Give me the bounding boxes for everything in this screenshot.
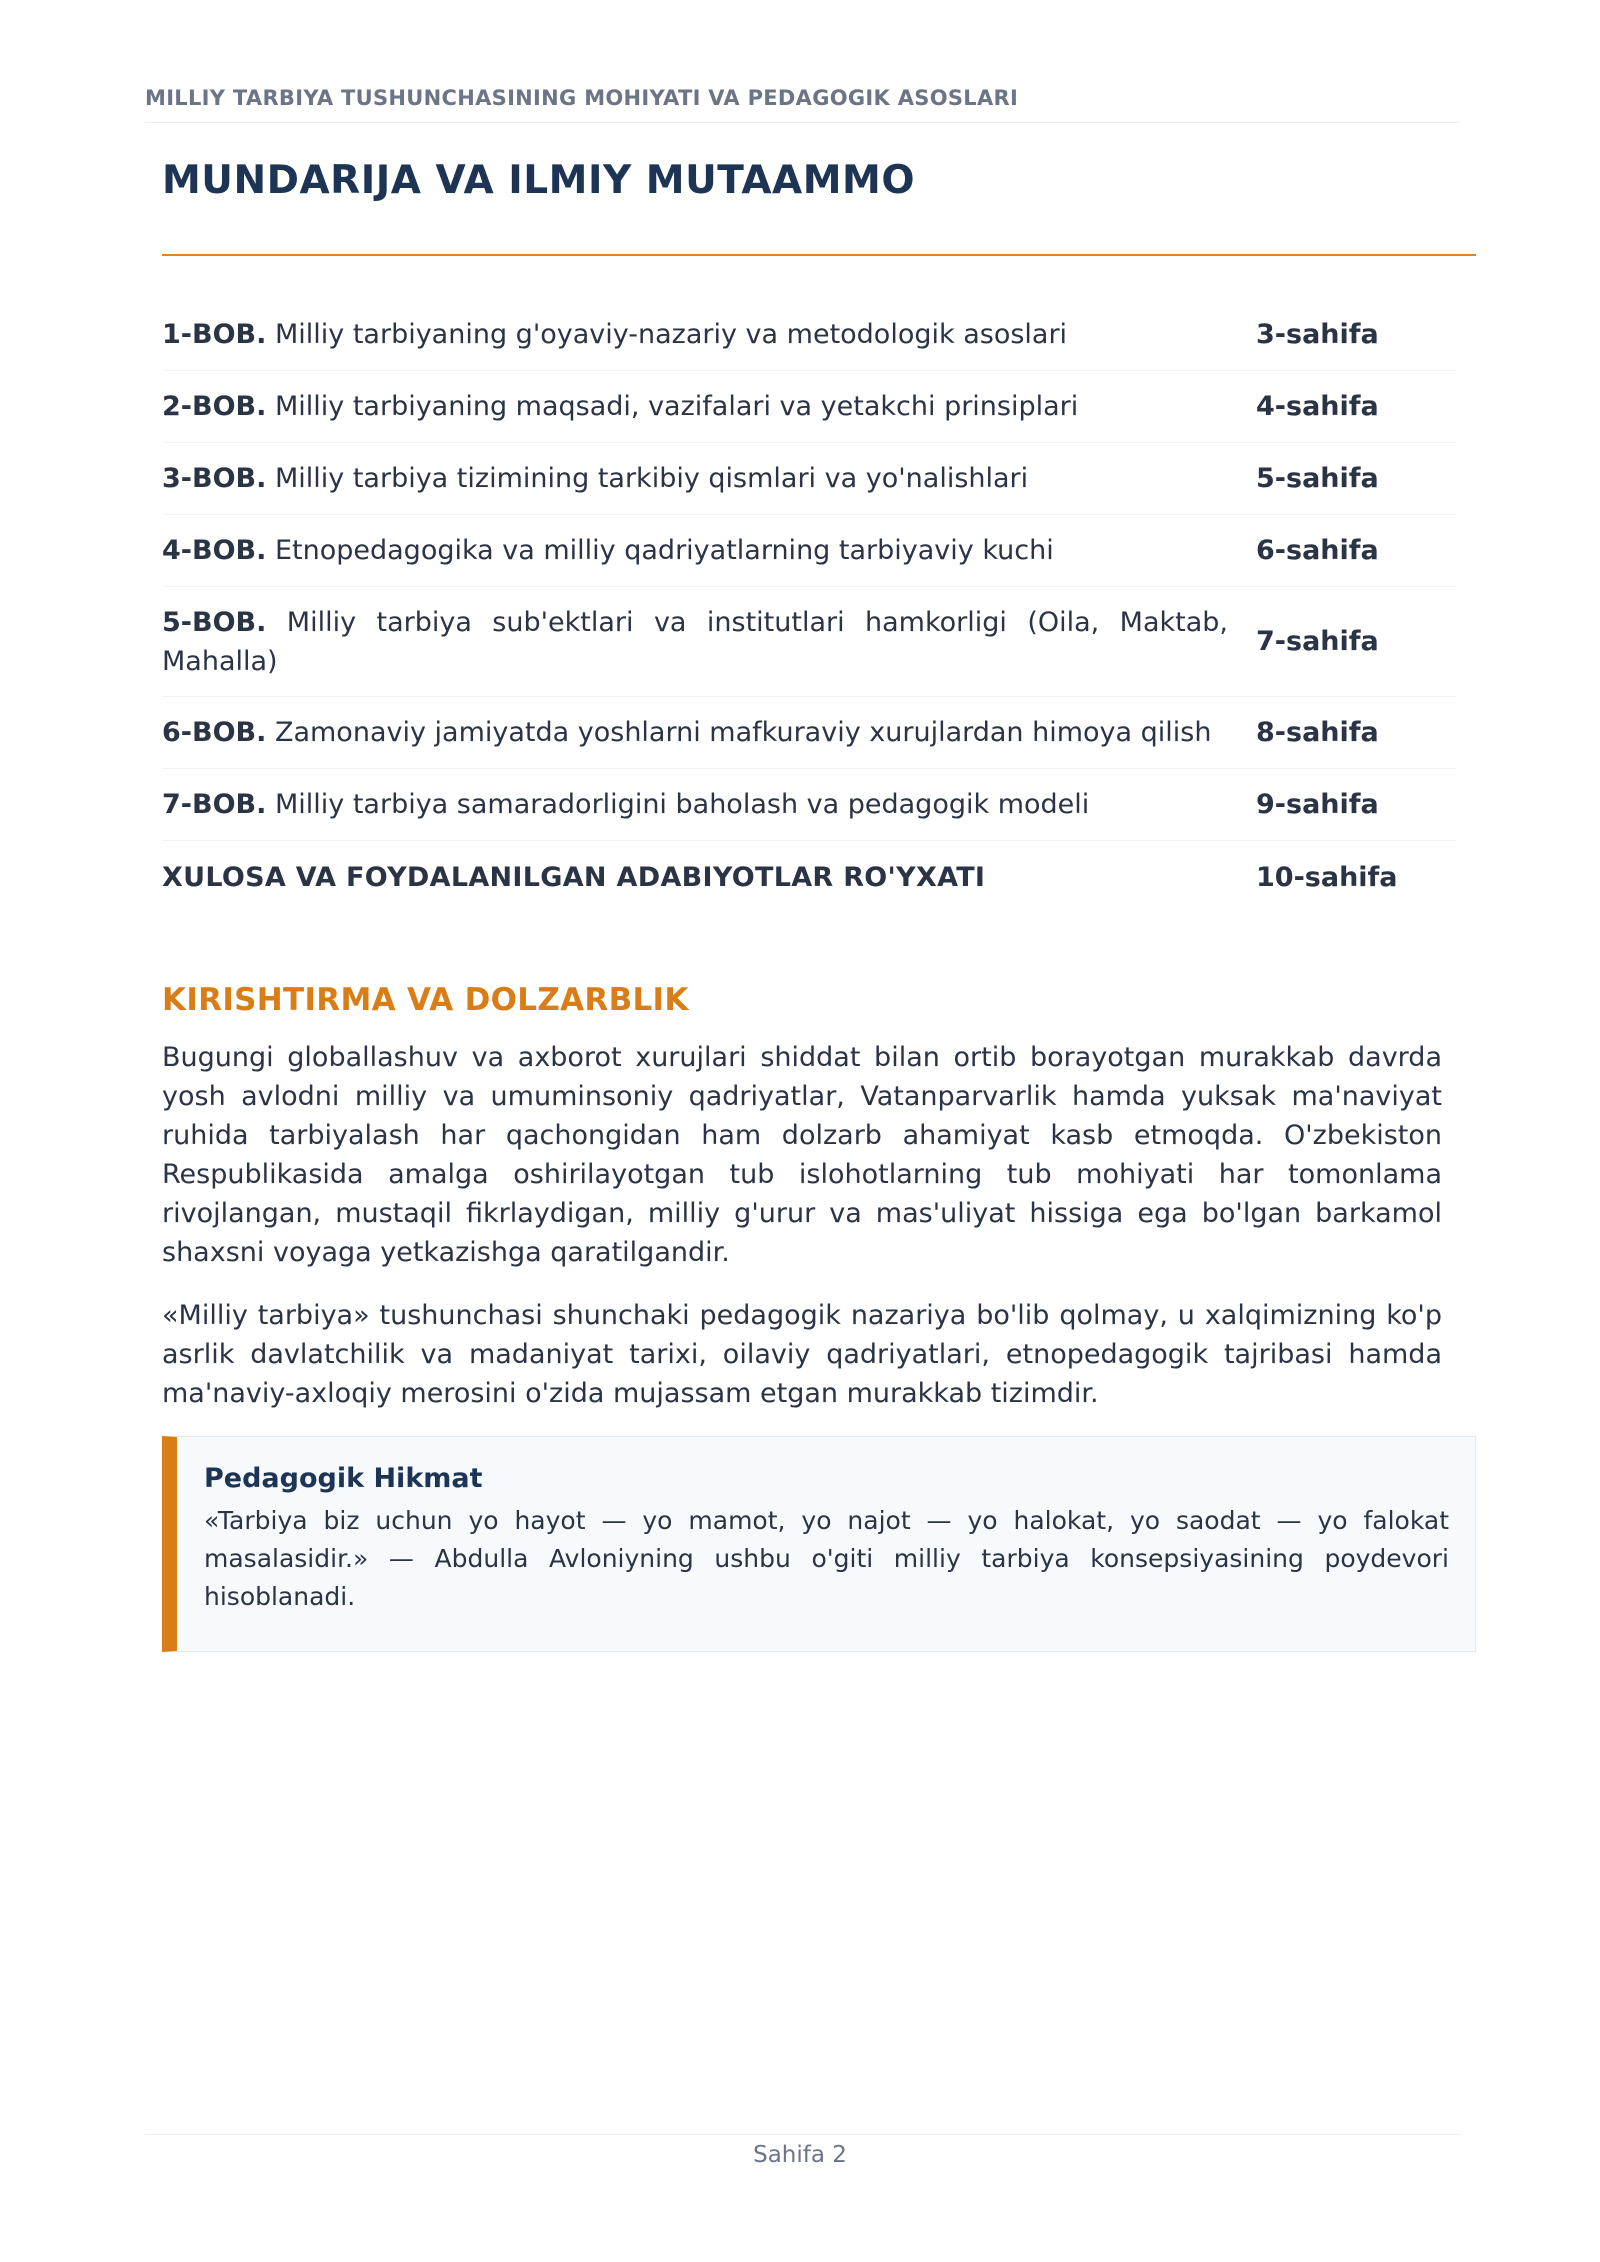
toc-item-page: 3-sahifa [1256,319,1379,350]
toc-item-number: 6-BOB. [162,717,267,748]
toc-item-number: 3-BOB. [162,463,267,494]
toc-item-page: 5-sahifa [1256,463,1379,494]
toc-item-title: Milliy tarbiyaning g'oyaviy-nazariy va metodologik asoslari [274,319,1068,350]
footer-divider [145,2134,1460,2135]
toc-item[interactable] [162,443,1456,515]
toc-item[interactable] [162,697,1456,769]
toc-item[interactable] [162,299,1456,371]
toc-item-page: 9-sahifa [1256,789,1379,820]
toc-item[interactable] [162,371,1456,443]
running-header: MILLIY TARBIYA TUSHUNCHASINING MOHIYATI VA PEDAGOGIK ASOSLARI [145,86,1460,123]
page-number: Sahifa 2 [753,2142,847,2168]
callout-text: «Tarbiya biz uchun yo hayot — yo mamot, yo najot — yo halokat, yo saodat — yo falokat masalasidir.» — Abdulla Avloniyning ushbu o'giti milliy tarbiya konsepsiyasining poydevori hisoblanadi. [204,1506,1449,1611]
toc-item-title: Milliy tarbiya sub'ektlari va institutlari hamkorligi (Oila, Maktab, Mahalla) [162,606,1228,677]
toc-item-page: 4-sahifa [1256,391,1379,422]
toc-item-title: Milliy tarbiya samaradorligini baholash va pedagogik modeli [274,789,1090,820]
toc-item[interactable] [162,587,1456,697]
toc-item-number: 4-BOB. [162,535,267,566]
page-title: MUNDARIJA VA ILMIY MUTAAMMO [162,158,915,203]
toc-item-number: 2-BOB. [162,391,267,422]
toc-item-title: Milliy tarbiyaning maqsadi, vazifalari va yetakchi prinsiplari [274,391,1079,422]
toc-item-page: 8-sahifa [1256,717,1379,748]
quote-callout [162,1436,1476,1652]
toc-item-page: 6-sahifa [1256,535,1379,566]
intro-paragraph: «Milliy tarbiya» tushunchasi shunchaki pedagogik nazariya bo'lib qolmay, u xalqimizning ko'p asrlik davlatchilik va madaniyat tarixi, oilaviy qadriyatlari, etnopedagogik tajribasi hamda ma'naviy-axloqiy merosini o'zida mujassam etgan murakkab tizimdir. [162,1300,1442,1409]
toc-item-number: 7-BOB. [162,789,267,820]
toc-item-number: 5-BOB. [162,606,267,638]
toc-item-conclusion[interactable] [162,841,1456,913]
toc-item-title: Zamonaviy jamiyatda yoshlarni mafkuraviy xurujlardan himoya qilish [274,717,1212,748]
toc-item[interactable] [162,515,1456,587]
toc-item[interactable] [162,769,1456,841]
section-heading-introduction: KIRISHTIRMA VA DOLZARBLIK [162,982,689,1018]
toc-item-title: XULOSA VA FOYDALANILGAN ADABIYOTLAR RO'YXATI [162,861,986,893]
callout-title: Pedagogik Hikmat [204,1463,483,1494]
title-divider [162,254,1476,256]
toc-item-number: 1-BOB. [162,319,267,350]
toc-item-title: Milliy tarbiya tizimining tarkibiy qismlari va yo'nalishlari [274,463,1029,494]
toc-item-title: Etnopedagogika va milliy qadriyatlarning tarbiyaviy kuchi [274,535,1054,566]
table-of-contents [162,299,1456,913]
toc-item-page: 10-sahifa [1256,861,1398,893]
intro-paragraph: Bugungi globallashuv va axborot xurujlari shiddat bilan ortib borayotgan murakkab davrda yosh avlodni milliy va umuminsoniy qadriyatlar, Vatanparvarlik hamda yuksak ma'naviyat ruhida tarbiyalash har qachongidan ham dolzarb ahamiyat kasb etmoqda. O'zbekiston Respublikasida amalga oshirilayotgan tub islohotlarning tub mohiyati har tomonlama rivojlangan, mustaqil fikrlaydigan, milliy g'urur va mas'uliyat hissiga ega bo'lgan barkamol shaxsni voyaga yetkazishga qaratilgandir. [162,1042,1442,1268]
toc-item-page: 7-sahifa [1256,626,1379,657]
